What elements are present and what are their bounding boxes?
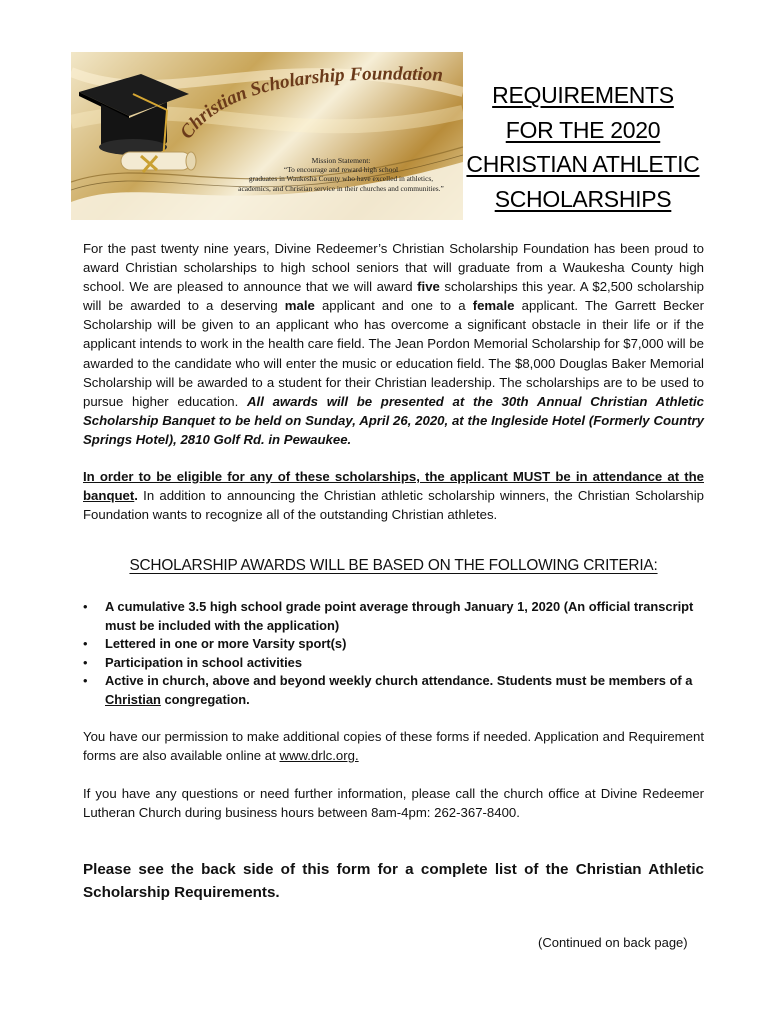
intro-paragraph bbox=[83, 239, 704, 449]
criteria-item-church-christian: Christian bbox=[105, 691, 161, 707]
bullet-icon: • bbox=[83, 636, 88, 652]
back-side-note: Please see the back side of this form for a complete list of the Christian Athletic Scholarship Requirements. bbox=[83, 861, 704, 901]
criteria-heading: SCHOLARSHIP AWARDS WILL BE BASED ON THE FOLLOWING CRITERIA: bbox=[129, 557, 658, 574]
criteria-item-gpa: A cumulative 3.5 high school grade point average through January 1, 2020 (An official transcript must be included with the application) bbox=[105, 599, 694, 633]
diploma-icon bbox=[121, 152, 196, 172]
title-line-3: CHRISTIAN ATHLETIC bbox=[466, 151, 700, 177]
mission-line-3: academics, and Christian service in their churches and communities.” bbox=[238, 183, 444, 193]
bullet-icon: • bbox=[83, 654, 88, 670]
permission-text: You have our permission to make additional copies of these forms if needed. Application and Requirement forms are also available online at bbox=[83, 729, 704, 764]
foundation-name: Christian Scholarship Foundation bbox=[176, 63, 444, 143]
page-title bbox=[463, 78, 703, 216]
criteria-item bbox=[83, 598, 704, 635]
mission-statement bbox=[221, 156, 461, 193]
criteria-item bbox=[83, 672, 704, 709]
continued-note: (Continued on back page) bbox=[538, 935, 688, 950]
website-link[interactable]: www.drlc.org. bbox=[279, 748, 359, 764]
foundation-banner bbox=[71, 52, 463, 220]
criteria-item bbox=[83, 635, 704, 654]
criteria-item-activities: Participation in school activities bbox=[105, 654, 302, 670]
criteria-list bbox=[83, 598, 704, 710]
intro-text-3: applicant and one to a bbox=[314, 298, 473, 314]
criteria-item bbox=[83, 654, 704, 673]
intro-text-4: applicant. The Garrett Becker Scholarship will be given to an applicant who has overcome a significant obstacle in their life or if the applicant intends to work in the health care field. The Jean Pordon Memorial Scholarship for $7,000 will be awarded to the candidate who will enter the music or education field. The $8,000 Douglas Baker Memorial Scholarship will be awarded to a student for their Christian leadership. The scholarships are to be used to pursue higher education. bbox=[83, 298, 704, 409]
bullet-icon: • bbox=[83, 599, 88, 614]
criteria-item-church-a: Active in church, above and beyond weekly church attendance. Students must be members of a bbox=[105, 673, 693, 689]
questions-paragraph: If you have any questions or need further information, please call the church office at Divine Redeemer Lutheran Church during business hours between 8am-4pm: 262-367-8400. bbox=[83, 786, 704, 821]
permission-paragraph bbox=[83, 727, 704, 765]
title-line-4: SCHOLARSHIPS bbox=[494, 185, 672, 212]
banner-background bbox=[71, 52, 463, 220]
title-line-1: REQUIREMENTS bbox=[492, 82, 674, 108]
mission-line-2: graduates in Waukesha County who have excelled in athletics, bbox=[248, 174, 434, 184]
banquet-details: All awards will be presented at the 30th Annual Christian Athletic Scholarship Banquet to be held on Sunday, April 26, 2020, at the Ingleside Hotel (Formerly Country Springs Hotel), 2810 Golf Rd. in Pewaukee. bbox=[83, 393, 704, 447]
intro-five: five bbox=[417, 279, 440, 295]
bullet-icon: • bbox=[83, 673, 88, 689]
title-line-2: FOR THE 2020 bbox=[505, 116, 661, 143]
eligibility-paragraph bbox=[83, 467, 704, 524]
intro-male: male bbox=[284, 298, 315, 314]
criteria-item-varsity: Lettered in one or more Varsity sport(s) bbox=[105, 636, 347, 652]
intro-text-1: For the past twenty nine years, Divine Redeemer’s Christian Scholarship Foundation has been proud to award Christian scholarships to high school seniors that will graduate from a Waukesha County high school. We are pleased to announce that we will award bbox=[83, 241, 704, 295]
intro-text-2: scholarships this year. A $2,500 scholarship will be awarded to a deserving bbox=[83, 279, 704, 314]
eligibility-requirement: In order to be eligible for any of these scholarships, the applicant MUST be in attendance at the banquet bbox=[83, 469, 704, 504]
mission-heading: Mission Statement: bbox=[311, 156, 371, 165]
eligibility-period: . bbox=[134, 488, 138, 504]
intro-female: female bbox=[472, 298, 515, 314]
eligibility-rest: In addition to announcing the Christian athletic scholarship winners, the Christian Scholarship Foundation wants to recognize all of the outstanding Christian athletes. bbox=[83, 488, 704, 523]
criteria-item-church-b: congregation. bbox=[160, 691, 250, 707]
mission-line-1: “To encourage and reward high school bbox=[283, 165, 399, 175]
